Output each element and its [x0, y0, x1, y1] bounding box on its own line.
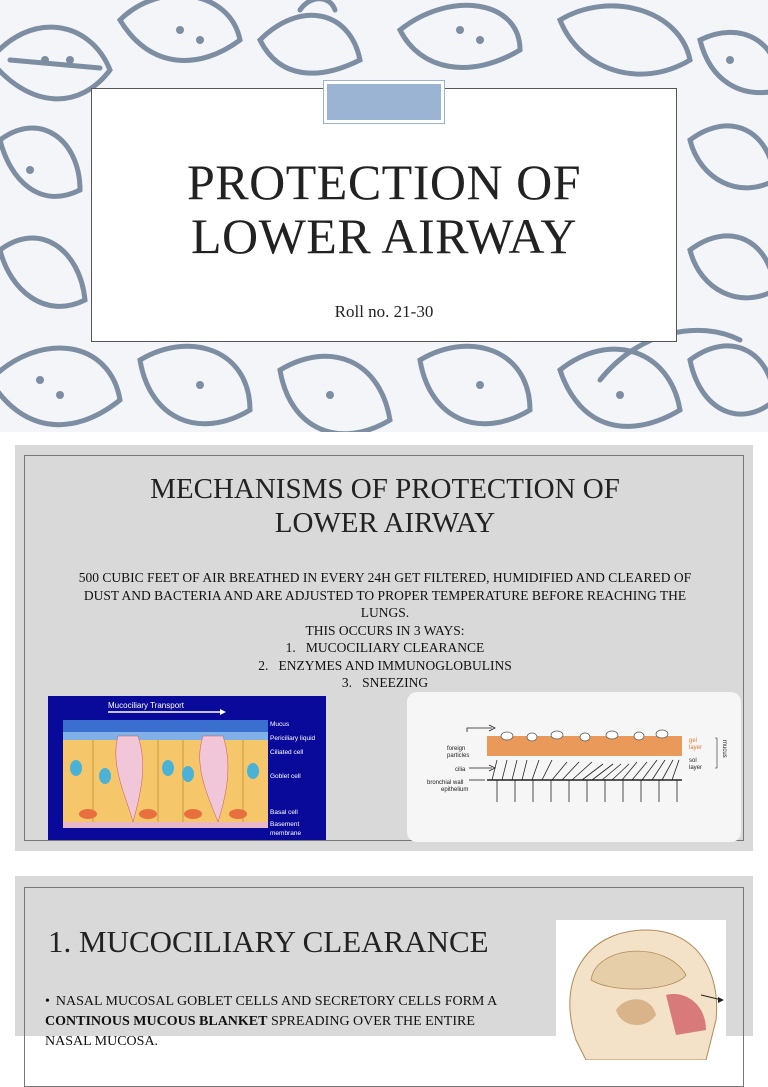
bullet-text: SPREADING OVER THE ENTIRE	[267, 1014, 475, 1029]
bullet-bold-text: CONTINOUS MUCOUS BLANKET	[45, 1014, 268, 1029]
fig2-sol-label: sol	[689, 758, 697, 764]
fig2-label: particles	[447, 753, 470, 759]
bullet-item	[45, 992, 525, 1052]
bullet-text: NASAL MUCOSA.	[45, 1034, 159, 1049]
title-accent-tab	[323, 80, 445, 124]
head-anatomy-illustration	[556, 920, 726, 1060]
fig2-label: cilia	[455, 767, 466, 773]
mucociliary-clearance-slide	[15, 876, 753, 1049]
fig1-label: Periciliary liquid	[270, 735, 316, 742]
list-number: 2.	[258, 657, 269, 673]
slide-title-line-1: MECHANISMS OF PROTECTION OF	[150, 473, 620, 505]
fig1-label: Ciliated cell	[270, 749, 304, 756]
fig2-mucus-label: mucus	[721, 740, 727, 758]
body-line: THIS OCCURS IN 3 WAYS:	[305, 622, 465, 638]
fig1-label: Mucus	[270, 721, 290, 728]
fig2-gel-label: gel	[689, 738, 698, 744]
slide-title: 1. MUCOCILIARY CLEARANCE	[48, 924, 489, 959]
list-item	[55, 639, 715, 657]
slide-title	[25, 472, 745, 540]
slide-frame	[24, 455, 744, 841]
mechanisms-slide	[15, 445, 753, 851]
title-slide	[0, 0, 768, 432]
slide-body	[55, 569, 715, 692]
presentation-title	[91, 155, 677, 263]
mucus-layer-diagram	[407, 692, 741, 842]
fig2-label: epithelium	[441, 787, 469, 793]
list-item	[55, 657, 715, 675]
body-line: DUST AND BACTERIA AND ARE ADJUSTED TO PROPER TEMPERATURE BEFORE REACHING THE	[83, 587, 687, 603]
fig1-label: Goblet cell	[270, 773, 301, 780]
list-item	[55, 674, 715, 692]
mucociliary-diagram	[48, 696, 326, 840]
bullet-dot-icon: •	[45, 994, 50, 1009]
mucociliary-transport-figure	[48, 696, 326, 840]
fig1-label: Basement	[270, 821, 300, 828]
fig1-heading: Mucociliary Transport	[108, 701, 185, 710]
list-text: ENZYMES AND IMMUNOGLOBULINS	[278, 657, 512, 673]
list-number: 3.	[341, 675, 352, 690]
body-line: LUNGS.	[360, 605, 410, 620]
bullet-text: NASAL MUCOSAL GOBLET CELLS AND SECRETORY CELLS FORM A	[55, 994, 498, 1009]
fig2-gel-label: layer	[689, 745, 703, 751]
list-text: SNEEZING	[362, 675, 429, 690]
title-line-1: PROTECTION OF	[186, 154, 582, 210]
slide-title-line-2: LOWER AIRWAY	[274, 507, 496, 539]
mucus-layer-figure	[407, 692, 741, 842]
list-text: MUCOCILIARY CLEARANCE	[305, 640, 485, 655]
fig1-label: membrane	[270, 830, 302, 837]
head-anatomy-figure	[556, 920, 726, 1060]
title-line-2: LOWER AIRWAY	[190, 208, 578, 264]
fig2-label: bronchial wall	[427, 780, 464, 786]
slide-frame	[24, 887, 744, 1087]
fig2-sol-label: layer	[689, 765, 703, 771]
body-line: 500 CUBIC FEET OF AIR BREATHED IN EVERY 24H GET FILTERED, HUMIDIFIED AND CLEARED OF	[78, 570, 692, 585]
fig2-label: foreign	[447, 746, 466, 752]
fig1-label: Basal cell	[270, 809, 298, 816]
list-number: 1.	[285, 640, 296, 655]
subtitle: Roll no. 21-30	[334, 302, 434, 321]
